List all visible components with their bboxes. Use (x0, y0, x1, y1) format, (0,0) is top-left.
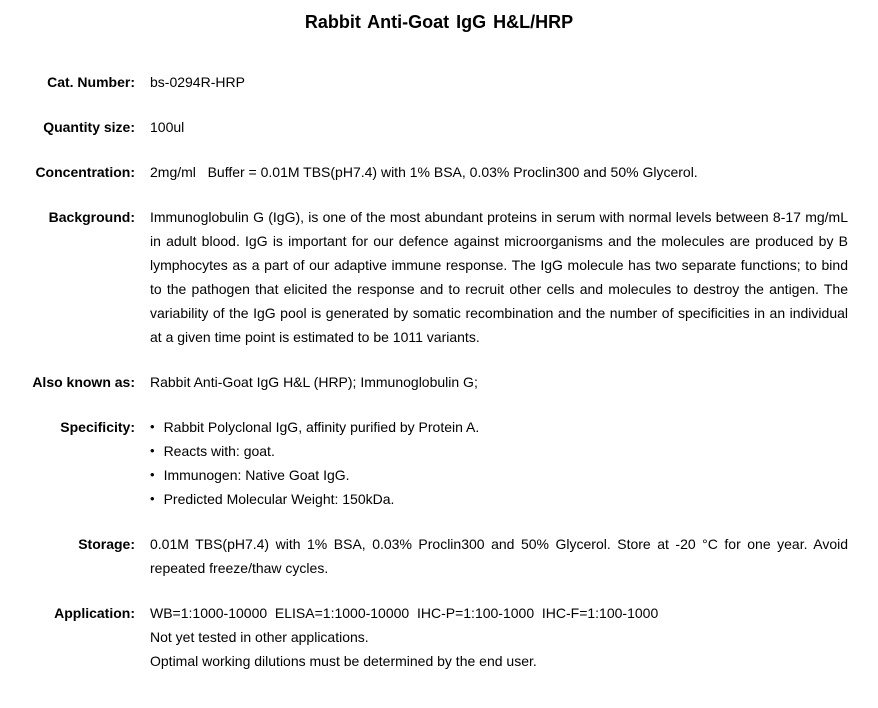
cat-number-label: Cat. Number: (47, 74, 135, 90)
application-value (150, 601, 848, 673)
field-row-also-known-as (0, 370, 878, 394)
quantity-size-label: Quantity size: (43, 119, 135, 135)
field-row-quantity-size (0, 115, 878, 139)
application-note-line: Not yet tested in other applications. (150, 629, 369, 645)
bullet-icon: • (150, 419, 155, 434)
bullet-icon: • (150, 491, 155, 506)
page-title: Rabbit Anti-Goat IgG H&L/HRP (304, 12, 574, 32)
also-known-as-label: Also known as: (32, 374, 135, 390)
also-known-as-value: Rabbit Anti-Goat IgG H&L (HRP); Immunoglobulin G; (150, 374, 478, 390)
field-row-specificity (0, 415, 878, 511)
specificity-item-text: Rabbit Polyclonal IgG, affinity purified by Protein A. (163, 419, 480, 435)
field-row-cat-number (0, 70, 878, 94)
specificity-item-text: Reacts with: goat. (163, 443, 275, 459)
storage-value: 0.01M TBS(pH7.4) with 1% BSA, 0.03% Proclin300 and 50% Glycerol. Store at -20 °C for one year. Avoid repeated freeze/thaw cycles. (150, 536, 848, 576)
application-label: Application: (54, 605, 135, 621)
list-item (150, 463, 848, 487)
bullet-icon: • (150, 443, 155, 458)
specificity-bullet-list (150, 415, 848, 511)
specificity-label: Specificity: (60, 419, 135, 435)
specificity-item-text: Immunogen: Native Goat IgG. (163, 467, 350, 483)
specificity-value (150, 415, 848, 511)
quantity-size-value: 100ul (150, 119, 185, 135)
specificity-item-text: Predicted Molecular Weight: 150kDa. (163, 491, 395, 507)
concentration-label: Concentration: (35, 164, 135, 180)
storage-label: Storage: (78, 536, 135, 552)
concentration-value: 2mg/ml Buffer = 0.01M TBS(pH7.4) with 1% BSA, 0.03% Proclin300 and 50% Glycerol. (150, 164, 698, 180)
background-label: Background: (48, 209, 135, 225)
list-item (150, 415, 848, 439)
application-dilutions-line: WB=1:1000-10000 ELISA=1:1000-10000 IHC-P=1:100-1000 IHC-F=1:100-1000 (150, 605, 659, 621)
field-row-concentration (0, 160, 878, 184)
background-value: Immunoglobulin G (IgG), is one of the most abundant proteins in serum with normal levels between 8-17 mg/mL in adult blood. IgG is important for our defence against microorganisms and the molecules are produced by B lymphocytes as a part of our adaptive immune response. The IgG molecule has two separate functions; to bind to the pathogen that elicited the response and to recruit other cells and molecules to destroy the antigen. The variability of the IgG pool is generated by somatic recombination and the number of specificities in an individual at a given time point is estimated to be 1011 variants. (150, 209, 848, 345)
field-row-application (0, 601, 878, 673)
field-row-background (0, 205, 878, 349)
list-item (150, 439, 848, 463)
list-item (150, 487, 848, 511)
cat-number-value: bs-0294R-HRP (150, 74, 245, 90)
field-row-storage (0, 532, 878, 580)
application-disclaimer-line: Optimal working dilutions must be determined by the end user. (150, 653, 537, 669)
bullet-icon: • (150, 467, 155, 482)
